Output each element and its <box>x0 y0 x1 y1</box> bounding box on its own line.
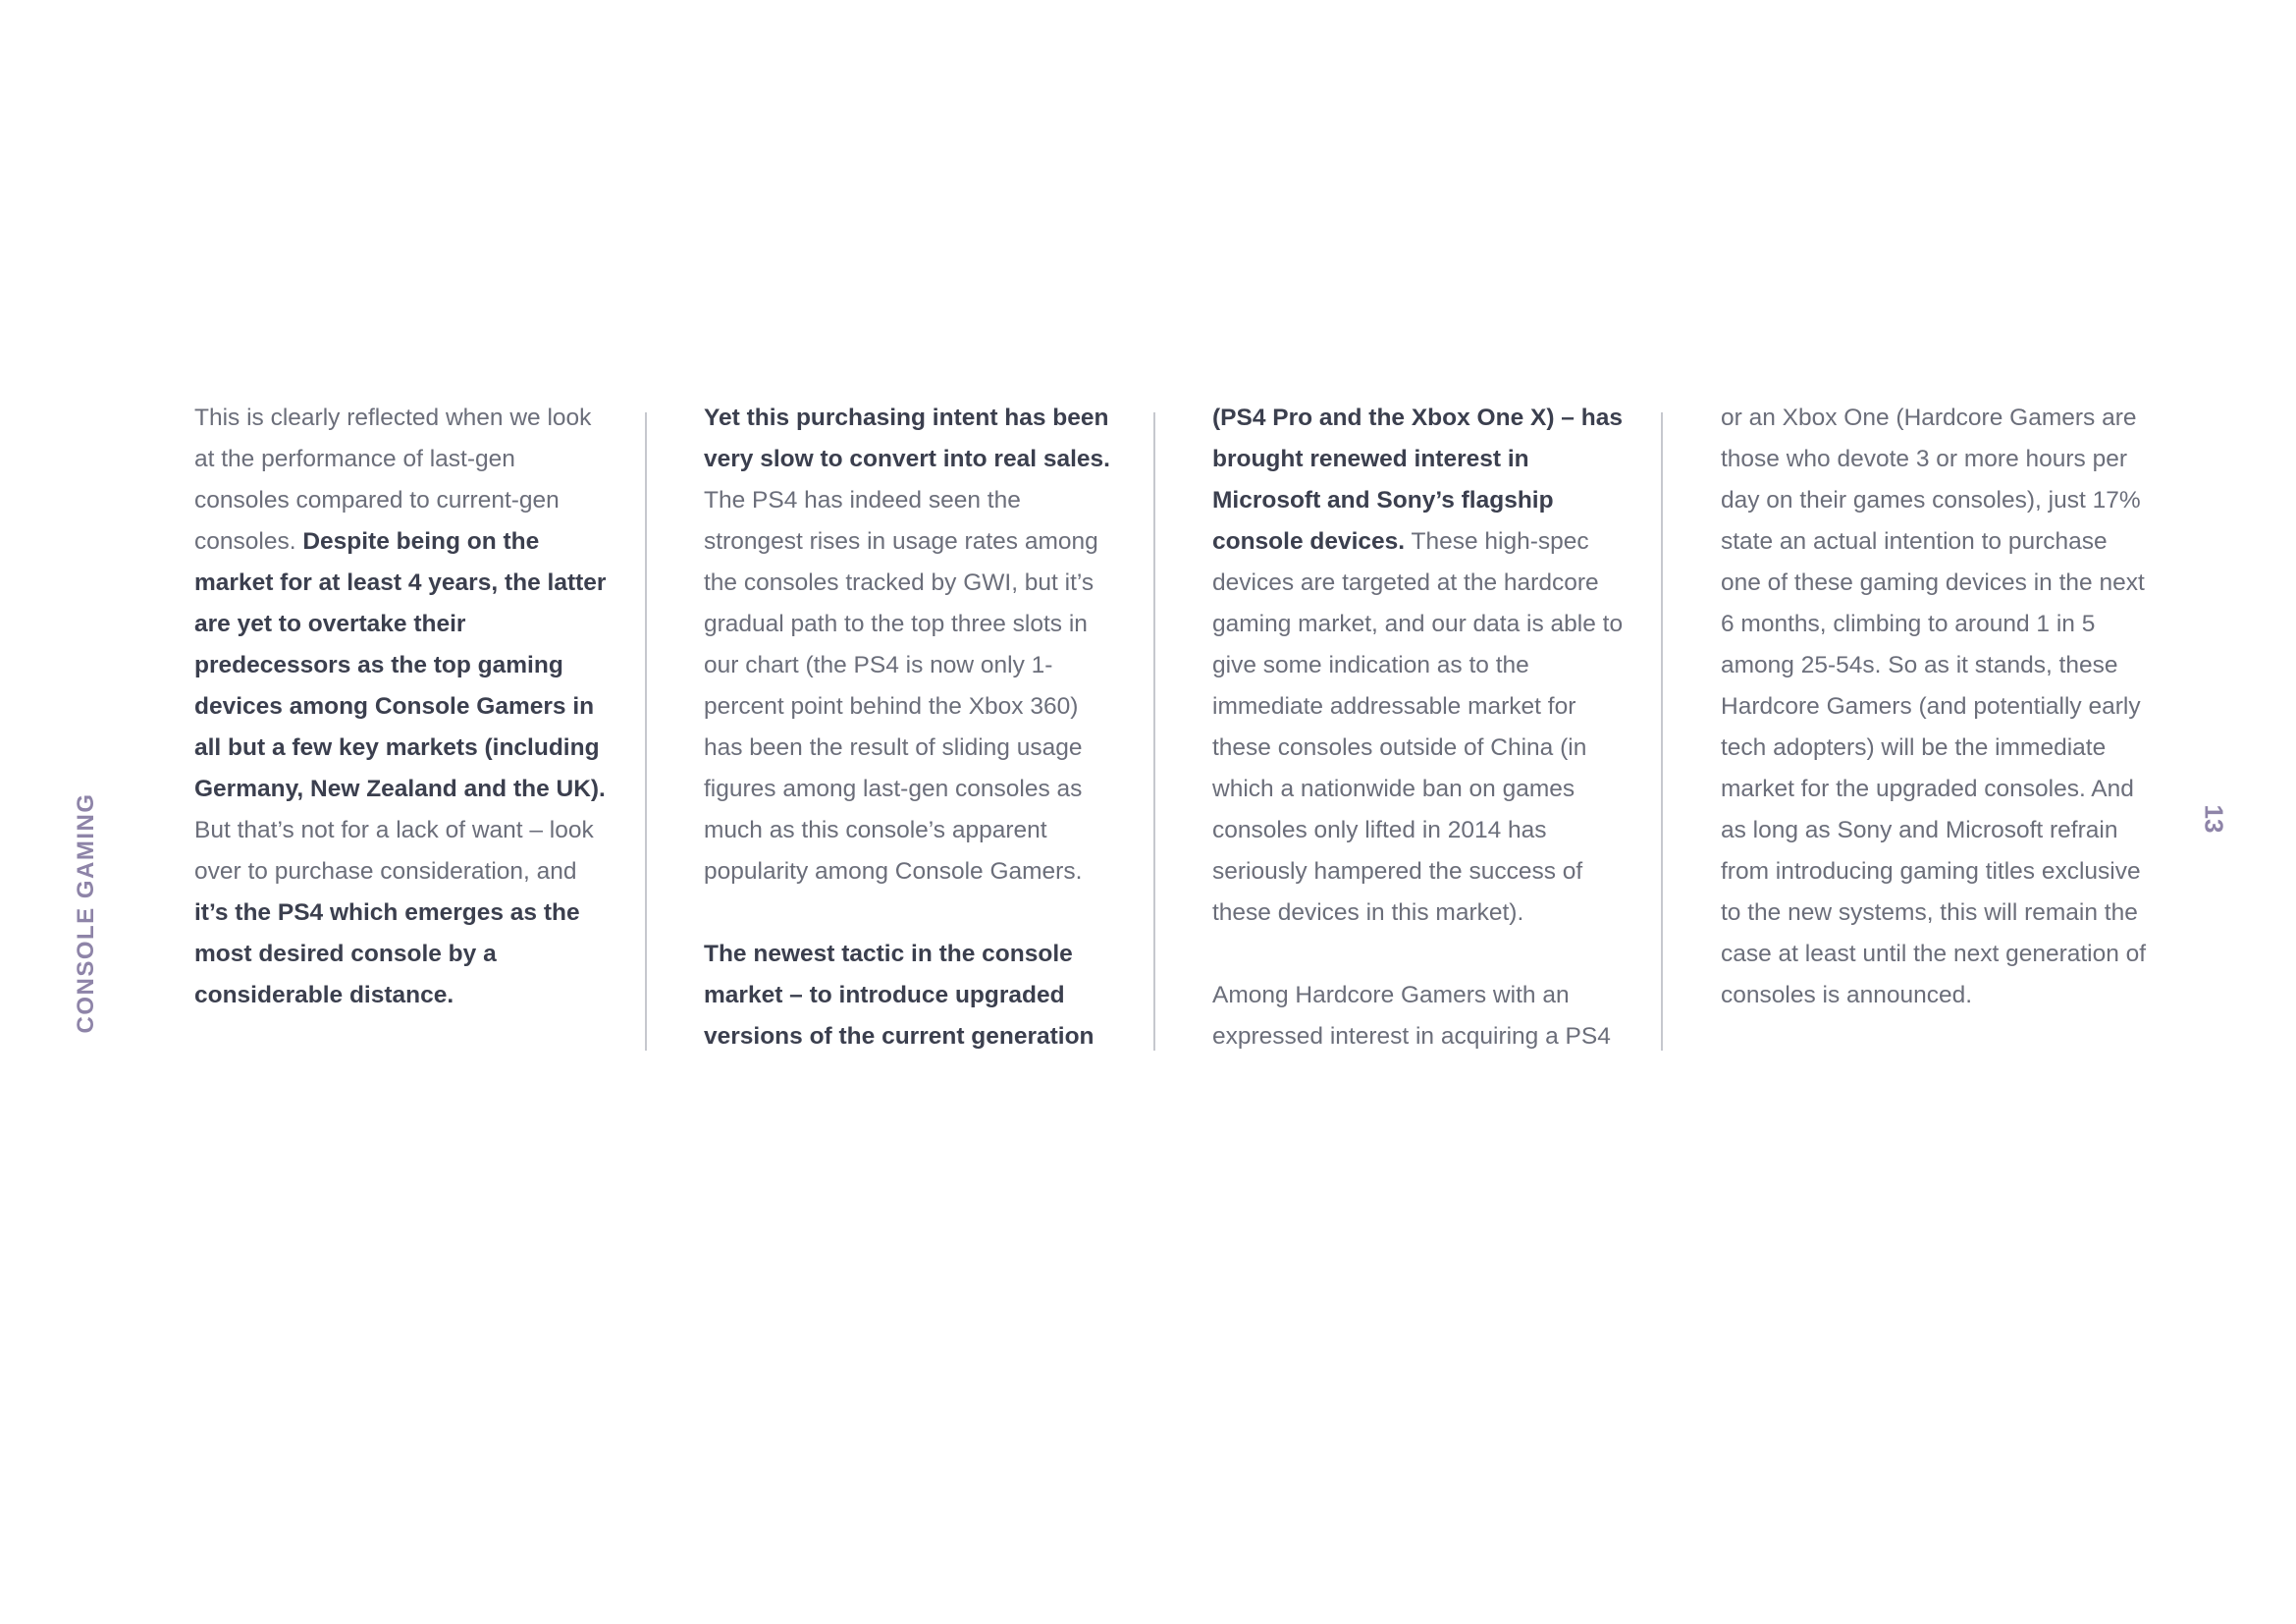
body-text: or an Xbox One (Hardcore Gamers are those who devote 3 or more hours per day on their games consoles), just 17% state an actual intention to purchase one of these gaming devices in the next 6 months, climbing to around 1 in 5 among 25-54s. So as it stands, these Hardcore Gamers (and potentially early tech adopters) will be the immediate market for the upgraded consoles. And as long as Sony and Microsoft refrain from introducing gaming titles exclusive to the new systems, this will remain the case at least until the next generation of consoles is announced. <box>1721 405 2147 1008</box>
body-text: The PS4 has indeed seen the strongest rises in usage rates among the consoles tracked by GWI, but it’s gradual path to the top three slots in our chart (the PS4 is now only 1-percent point behind the Xbox 360) has been the result of sliding usage figures among last-gen consoles as much as this console’s apparent popularity among Console Gamers. <box>704 487 1098 885</box>
emphasis-text: Despite being on the market for at least 4 years, the latter are yet to overtake their predecessors as the top gaming devices among Console Gamers in all but a few key markets (including Germany, New Zealand and the UK). <box>194 528 607 802</box>
emphasis-text: it’s the PS4 which emerges as the most desired console by a considerable distance. <box>194 899 580 1008</box>
section-label: CONSOLE GAMING <box>73 792 99 1034</box>
column-divider <box>1661 412 1663 1051</box>
body-text: But that’s not for a lack of want – look over to purchase consideration, and <box>194 817 594 885</box>
body-text: This is clearly reflected when we look at the performance of last-gen consoles compared to current-gen consoles. <box>194 405 592 555</box>
paragraph <box>704 398 1116 893</box>
column-divider <box>645 412 647 1051</box>
emphasis-text: (PS4 Pro and the Xbox One X) – has brought renewed interest in Microsoft and Sony’s flagship console devices. <box>1212 405 1623 555</box>
text-column-3 <box>1212 398 1625 1057</box>
paragraph <box>194 398 607 1016</box>
page-number: 13 <box>2199 804 2229 834</box>
emphasis-text: The newest tactic in the console market – to introduce upgraded versions of the current generation <box>704 941 1095 1050</box>
column-divider <box>1153 412 1155 1051</box>
body-text: Among Hardcore Gamers with an expressed interest in acquiring a PS4 <box>1212 982 1611 1050</box>
paragraph <box>1721 398 2153 1016</box>
emphasis-text: Yet this purchasing intent has been very slow to convert into real sales. <box>704 405 1110 472</box>
paragraph <box>1212 398 1625 934</box>
text-column-2 <box>704 398 1116 1057</box>
text-column-4 <box>1721 398 2153 1016</box>
paragraph <box>1212 975 1625 1057</box>
paragraph <box>704 934 1116 1057</box>
text-column-1 <box>194 398 607 1016</box>
body-text: These high-spec devices are targeted at the hardcore gaming market, and our data is able to give some indication as to the immediate addressable market for these consoles outside of China (in which a nationwide ban on games consoles only lifted in 2014 has seriously hampered the success of these devices in this market). <box>1212 528 1624 926</box>
